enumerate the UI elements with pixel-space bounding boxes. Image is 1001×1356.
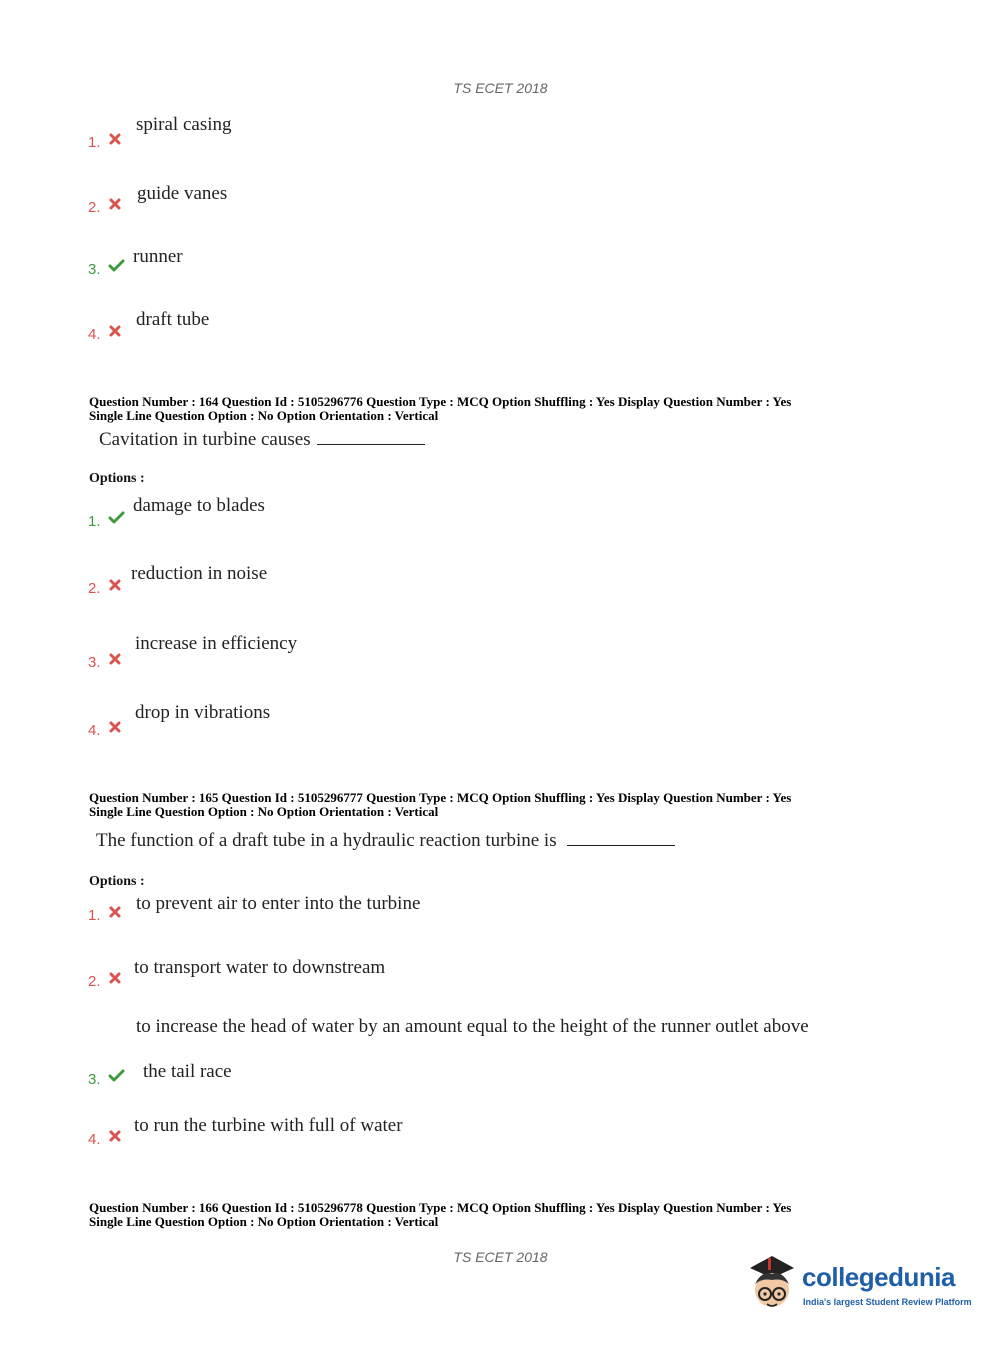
option-number: 4. (88, 722, 101, 739)
question-text-content: Cavitation in turbine causes (99, 429, 311, 450)
options-label: Options : (89, 874, 145, 889)
logo-wordmark: collegedunia (802, 1262, 955, 1292)
option-text-continuation: the tail race (143, 1061, 232, 1082)
option-text: guide vanes (137, 183, 228, 204)
option-number: 3. (88, 1071, 101, 1088)
mascot-icon (742, 1250, 802, 1320)
option-text: to run the turbine with full of water (134, 1115, 403, 1136)
option-text: runner (133, 246, 183, 267)
option-text: reduction in noise (131, 563, 268, 584)
option-number: 4. (88, 326, 101, 343)
cross-icon (108, 197, 122, 211)
option-number: 1. (88, 907, 101, 924)
question-meta: Question Number : 164 Question Id : 5105296776 Question Type : MCQ Option Shuffling : Yes Display Question Number : Yes (89, 394, 792, 409)
cross-icon (108, 132, 122, 146)
cross-icon (108, 905, 122, 919)
cross-icon (108, 720, 122, 734)
options-label: Options : (89, 471, 145, 486)
option-text: to increase the head of water by an amount equal to the height of the runner outlet above (136, 1016, 809, 1037)
page-header: TS ECET 2018 (453, 80, 548, 96)
option-number: 2. (88, 580, 101, 597)
option-number: 2. (88, 199, 101, 216)
option-number: 4. (88, 1131, 101, 1148)
logo-tagline: India's largest Student Review Platform (803, 1297, 972, 1307)
option-text: increase in efficiency (135, 633, 298, 654)
cross-icon (108, 578, 122, 592)
option-number: 3. (88, 261, 101, 278)
option-text: to prevent air to enter into the turbine (136, 893, 421, 914)
question-text-content: The function of a draft tube in a hydraulic reaction turbine is (96, 830, 557, 851)
cross-icon (108, 324, 122, 338)
question-meta: Single Line Question Option : No Option Orientation : Vertical (89, 408, 439, 423)
question-text (99, 429, 425, 451)
check-icon (108, 259, 125, 273)
option-text: damage to blades (133, 495, 265, 516)
question-meta: Single Line Question Option : No Option Orientation : Vertical (89, 804, 439, 819)
cross-icon (108, 1129, 122, 1143)
option-text: draft tube (136, 309, 210, 330)
check-icon (108, 1069, 125, 1083)
question-meta: Single Line Question Option : No Option Orientation : Vertical (89, 1214, 439, 1229)
answer-blank (567, 831, 675, 846)
option-number: 1. (88, 513, 101, 530)
option-number: 3. (88, 654, 101, 671)
option-text: drop in vibrations (135, 702, 271, 723)
question-text (96, 830, 675, 852)
cross-icon (108, 652, 122, 666)
option-number: 1. (88, 134, 101, 151)
cross-icon (108, 971, 122, 985)
question-meta: Question Number : 166 Question Id : 5105296778 Question Type : MCQ Option Shuffling : Yes Display Question Number : Yes (89, 1200, 792, 1215)
question-meta: Question Number : 165 Question Id : 5105296777 Question Type : MCQ Option Shuffling : Yes Display Question Number : Yes (89, 790, 792, 805)
option-text: to transport water to downstream (134, 957, 386, 978)
option-number: 2. (88, 973, 101, 990)
collegedunia-logo (742, 1250, 972, 1320)
option-text: spiral casing (136, 114, 232, 135)
answer-blank (317, 430, 425, 445)
check-icon (108, 511, 125, 525)
page-footer: TS ECET 2018 (453, 1249, 548, 1265)
